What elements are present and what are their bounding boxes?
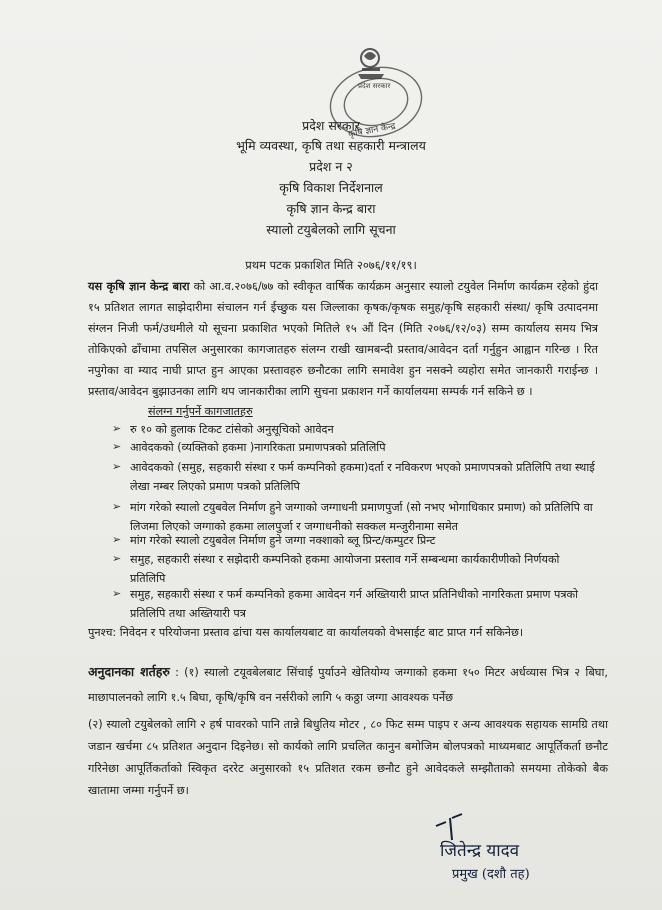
header-line-2: भूमि व्यवस्था, कृषि तथा सहकारी मन्त्रालय bbox=[236, 138, 426, 153]
doc-item: मांग गरेको स्यालो टयुबवेल निर्माण हुने जग्गाको जग्गाधनी प्रमाणपुर्जा (सो नभए भोगाधिकार प्रमाण) को प्रतिलिपि वा लिजमा लिएको जग्गाको हकमा लालपुर्जा र जग्गाधनीको सक्कल मन्जुरीनामा समेत bbox=[130, 501, 593, 533]
seal-ring-text: कृषि ज्ञान केन्द्र bbox=[347, 121, 397, 140]
office-name: यस कृषि ज्ञान केन्द्र बारा bbox=[88, 280, 190, 293]
doc-item: आवेदकको (व्यक्तिको हकमा )नागरिकता प्रमाणपत्रको प्रतिलिपि bbox=[130, 441, 386, 454]
doc-item: मांग गरेको स्यालो टयुबवेल निर्माण हुने जग्गा नक्शाको ब्लू प्रिन्ट/कम्पुटर प्रिन्ट bbox=[130, 534, 436, 547]
header-line-4: कृषि विकाश निर्देशनाल bbox=[279, 180, 383, 195]
conditions-paragraph-2: (२) स्यालो टयुबेलको लागि २ हर्ष पावरको पानि तान्ने बिधुतिय मोटर , ८० फिट सम्म पाइप र अन्य आवश्यक सहायक सामग्रि तथा जडान खर्चमा ८५ प्रतिशत अनुदान दिइनेछ। सो कार्यको लागि प्रचलित कानुन बमोजिम बोलपत्रको माध्यमबाट आपूर्तिकर्ता छनौट गरिनेछा आपूर्तिकर्ताको स्विकृत दररेट अनुसारको १५ प्रतिशत रकम छनौट हुने आवेदकले सम्झौताको समयमा तोकेको बैक खातामा जम्मा गर्नुपर्ने छ। bbox=[88, 718, 608, 797]
header-line-3: प्रदेश न २ bbox=[309, 159, 353, 174]
doc-item: समुह, सहकारी संस्था र सझेदारी कम्पनिको हकमा आयोजना प्रस्ताव गर्ने सम्बन्धमा कार्यकारीणीको निर्णयको प्रतिलिपि bbox=[130, 553, 560, 585]
arrow-bullet-icon: ➢ bbox=[112, 533, 122, 546]
seal-top-text: प्रदेश सरकार bbox=[358, 82, 391, 90]
doc-item: रु १० को हुलाक टिकट टांसेको अनुसूचिको आवेदन bbox=[130, 423, 334, 436]
doc-item: आवेदकको (समुह, सहकारी संस्था र फर्म कम्पनिको हकमा)दर्ता र नविकरण भएको प्रमाणपत्रको प्रतिलिपि तथा स्थाई लेखा नम्बर लिएको प्रमाण पत्रको प्रतिलिपि bbox=[130, 461, 595, 493]
documents-heading: संलग्न गर्नुपर्ने कागजातहरु bbox=[148, 405, 253, 418]
signatory-title: प्रमुख (दशौ तह) bbox=[452, 867, 530, 882]
conditions-text-1: : (१) स्यालो टयूवबेलबाट सिंचाई पुर्याउने खेतियोग्य जग्गाको हकमा १५० मिटर अर्धव्यास भित्र २ बिघा, माछापालनको लागि १.५ बिघा, कृषि/कृषि वन नर्सरीको लागि ५ कठ्ठा जग्गा आवश्यक पर्नेछ bbox=[88, 666, 608, 704]
note-text: पुनश्च: निवेदन र परियोजना प्रस्ताव ढांचा यस कार्यालयबाट वा कार्यालयको वेभसाईट बाट प्राप्त गर्न सकिनेछ। bbox=[88, 626, 524, 639]
official-seal bbox=[318, 40, 436, 150]
arrow-bullet-icon: ➢ bbox=[112, 500, 122, 513]
conditions-heading: अनुदानका शर्तहरु bbox=[88, 664, 170, 679]
signatory-name: जितेन्द्र यादव bbox=[440, 841, 520, 861]
conditions-paragraph-1 bbox=[88, 659, 608, 710]
arrow-bullet-icon: ➢ bbox=[112, 460, 122, 473]
header-line-5: कृषि ज्ञान केन्द्र बारा bbox=[286, 201, 376, 216]
arrow-bullet-icon: ➢ bbox=[112, 440, 122, 453]
arrow-bullet-icon: ➢ bbox=[112, 587, 122, 600]
notice-title: स्यालो टयुबेलको लागि सूचना bbox=[266, 222, 396, 237]
arrow-bullet-icon: ➢ bbox=[112, 422, 122, 435]
intro-paragraph bbox=[88, 276, 598, 402]
arrow-bullet-icon: ➢ bbox=[112, 552, 122, 565]
doc-item: समुह, सहकारी संस्था र फर्म कम्पनिको हकमा आवेदन गर्न अख्तियारी प्राप्त प्रतिनिधीको नागरिकता प्रमाण पत्रको प्रतिलिपि तथा अख्तियारी पत्र bbox=[130, 588, 579, 620]
published-date: प्रथम पटक प्रकाशित मिति २०७६/११/१९। bbox=[245, 258, 417, 272]
header-line-1: प्रदेश सरकार bbox=[302, 118, 360, 133]
intro-text: को आ.व.२०७६/७७ को स्वीकृत वार्षिक कार्यक्रम अनुसार स्यालो टयुवेल निर्माण कार्यक्रम रहेको हुंदा १५ प्रतिशत लागत साझेदारीमा संचालन गर्न ईच्छुक यस जिल्लाका कृषक/कृषक समुह/कृषि सहकारी संस्था/ कृषि उत्पादनमा संग्लन निजी फर्म/उधमीले यो सूचना प्रकाशित भएको मितिले १५ औं दिन (मिति २०७६/१२/०३) सम्म कार्यालय समय भित्र तोकिएको ढाँचामा तपसिल अनुसारका कागजातहरु संलग्न राखी खामबन्दी प्रस्ताव/आवेदन दर्ता गर्नुहुन आह्वान गरिन्छ । रित नपुगेका वा म्याद नाघी प्राप्त हुन आएका प्रस्तावहरु छनौटका लागि समावेश हुन नसक्ने व्यहोरा समेत जानकारी गराईन्छ ।प्रस्ताव/आवेदन बुझाउनका लागि थप जानकारीका लागि सुचना प्रकाशन गर्ने कार्यालयमा सम्पर्क गर्न सकिने छ । bbox=[88, 280, 599, 398]
